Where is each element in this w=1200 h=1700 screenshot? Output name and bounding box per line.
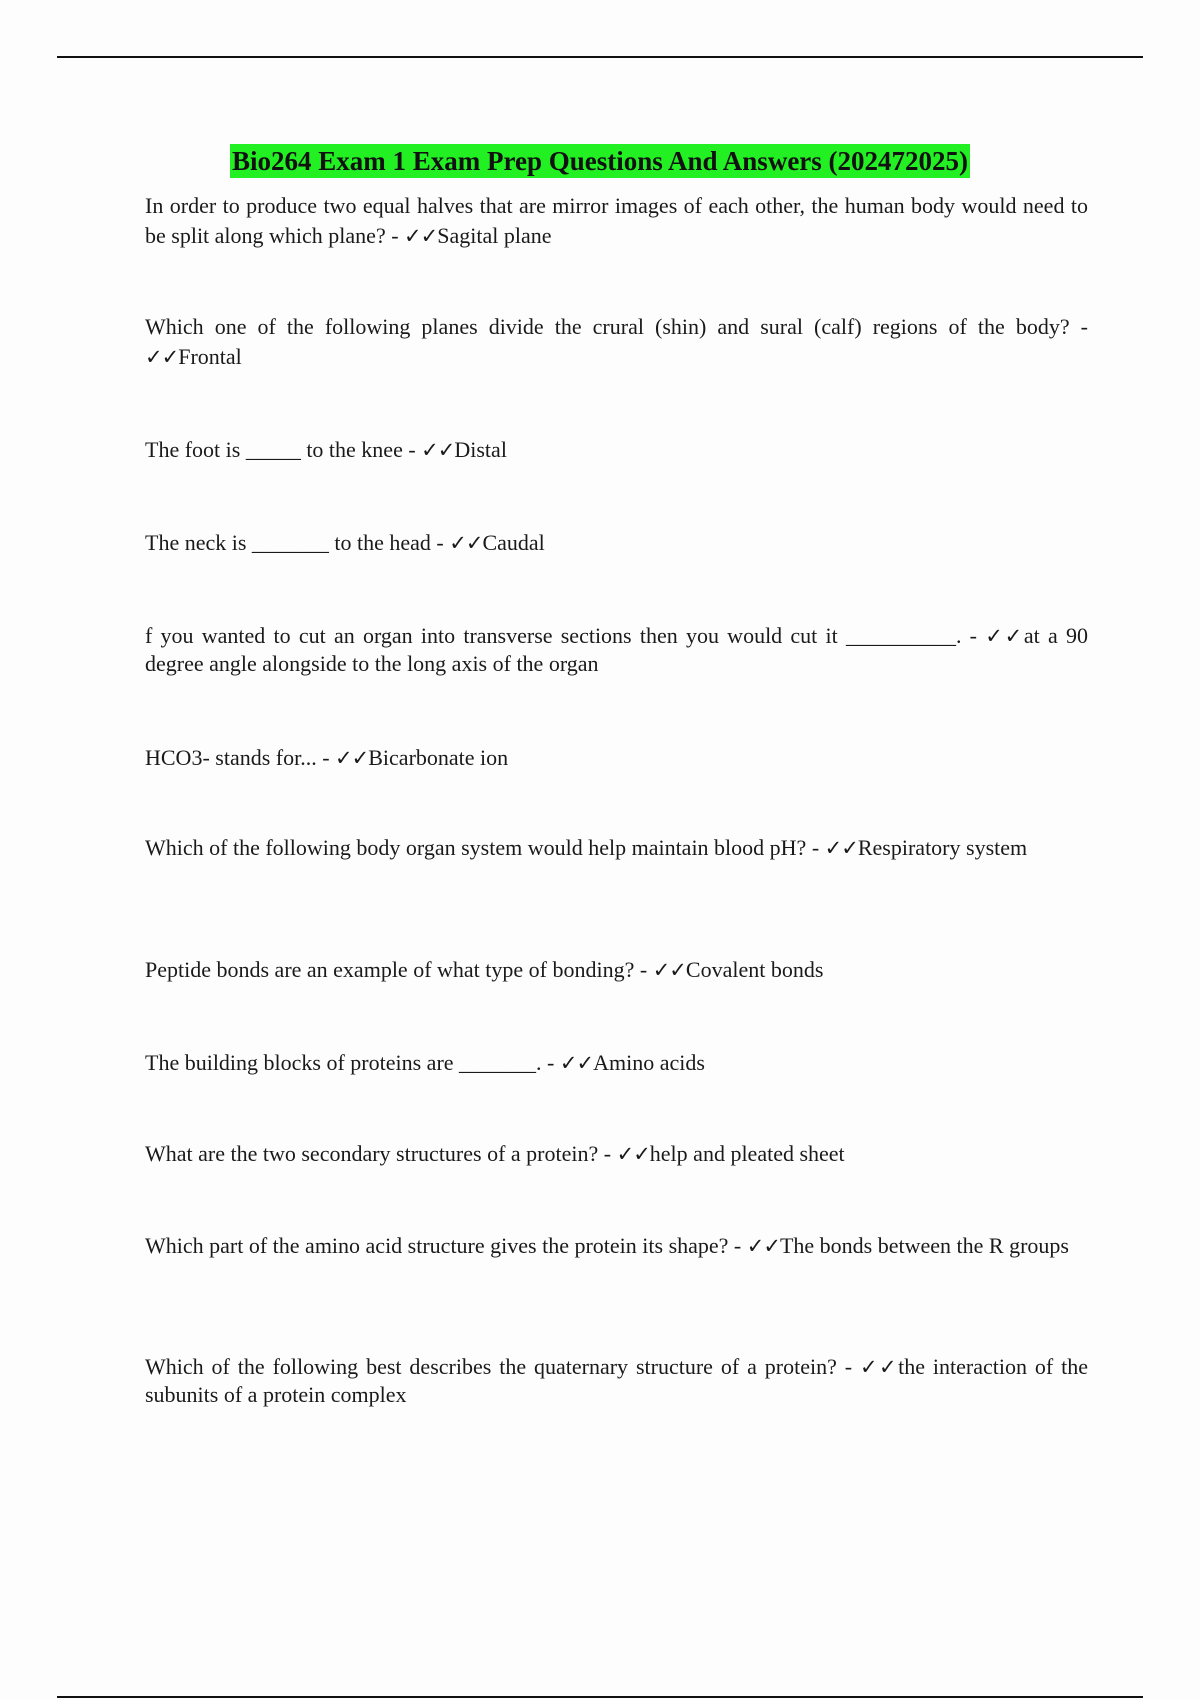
qa-item-2 [145,312,1088,372]
double-check-icon: ✓✓ [746,1234,780,1258]
question-text: The building blocks of proteins are _______. - [145,1050,560,1075]
double-check-icon: ✓✓ [404,224,438,248]
double-check-icon: ✓✓ [860,1355,899,1379]
question-text: f you wanted to cut an organ into transverse sections then you would cut it __________. - [145,623,986,648]
double-check-icon: ✓✓ [449,531,483,555]
qa-item-5 [145,622,1088,678]
qa-item-10 [145,1139,1088,1169]
answer-text: The bonds between the R groups [779,1233,1069,1258]
qa-item-11 [145,1232,1088,1260]
answer-text: Covalent bonds [685,957,824,982]
double-check-icon: ✓✓ [335,746,369,770]
answer-text: Respiratory system [857,835,1028,860]
question-text: Which of the following best describes the quaternary structure of a protein? - [145,1354,861,1379]
qa-item-3 [145,435,1088,465]
question-text: Which one of the following planes divide the crural (shin) and sural (calf) regions of the body? - [145,314,1088,339]
double-check-icon: ✓✓ [824,836,858,860]
footer-rule [57,1696,1143,1698]
qa-item-9 [145,1048,1088,1078]
double-check-icon: ✓✓ [145,345,179,369]
header-rule [57,56,1143,58]
question-text: HCO3- stands for... - [145,745,336,770]
question-text: The neck is _______ to the head - [145,530,450,555]
double-check-icon: ✓✓ [652,958,686,982]
answer-text: Sagital plane [437,223,552,248]
document-title: Bio264 Exam 1 Exam Prep Questions And Answers (202472025) [231,146,969,176]
question-text: The foot is _____ to the knee - [145,437,422,462]
double-check-icon: ✓✓ [985,624,1024,648]
double-check-icon: ✓✓ [421,438,455,462]
answer-text: Amino acids [593,1050,705,1075]
qa-item-4 [145,528,1088,558]
answer-text: Caudal [482,530,545,555]
answer-text: the interaction of the subunits of a protein complex [145,1354,1088,1407]
answer-text: Distal [454,437,507,462]
qa-item-12 [145,1353,1088,1409]
answer-text: at a 90 degree angle alongside to the long axis of the organ [145,623,1089,676]
answer-text: Bicarbonate ion [368,745,509,770]
answer-text: Frontal [178,344,242,369]
double-check-icon: ✓✓ [559,1051,594,1075]
qa-item-1 [145,191,1088,251]
question-text: Which part of the amino acid structure gives the protein its shape? - [145,1233,747,1258]
question-text: In order to produce two equal halves that are mirror images of each other, the human body would need to be split along which plane? - [145,193,1088,248]
qa-item-7 [145,834,1088,862]
question-text: Which of the following body organ system would help maintain blood pH? - [145,835,825,860]
qa-item-6 [145,743,1088,773]
double-check-icon: ✓✓ [616,1142,650,1166]
answer-text: help and pleated sheet [649,1141,845,1166]
qa-item-8 [145,955,1088,985]
question-text: What are the two secondary structures of a protein? - [145,1141,617,1166]
question-text: Peptide bonds are an example of what type of bonding? - [145,957,653,982]
title-container [0,144,1200,178]
